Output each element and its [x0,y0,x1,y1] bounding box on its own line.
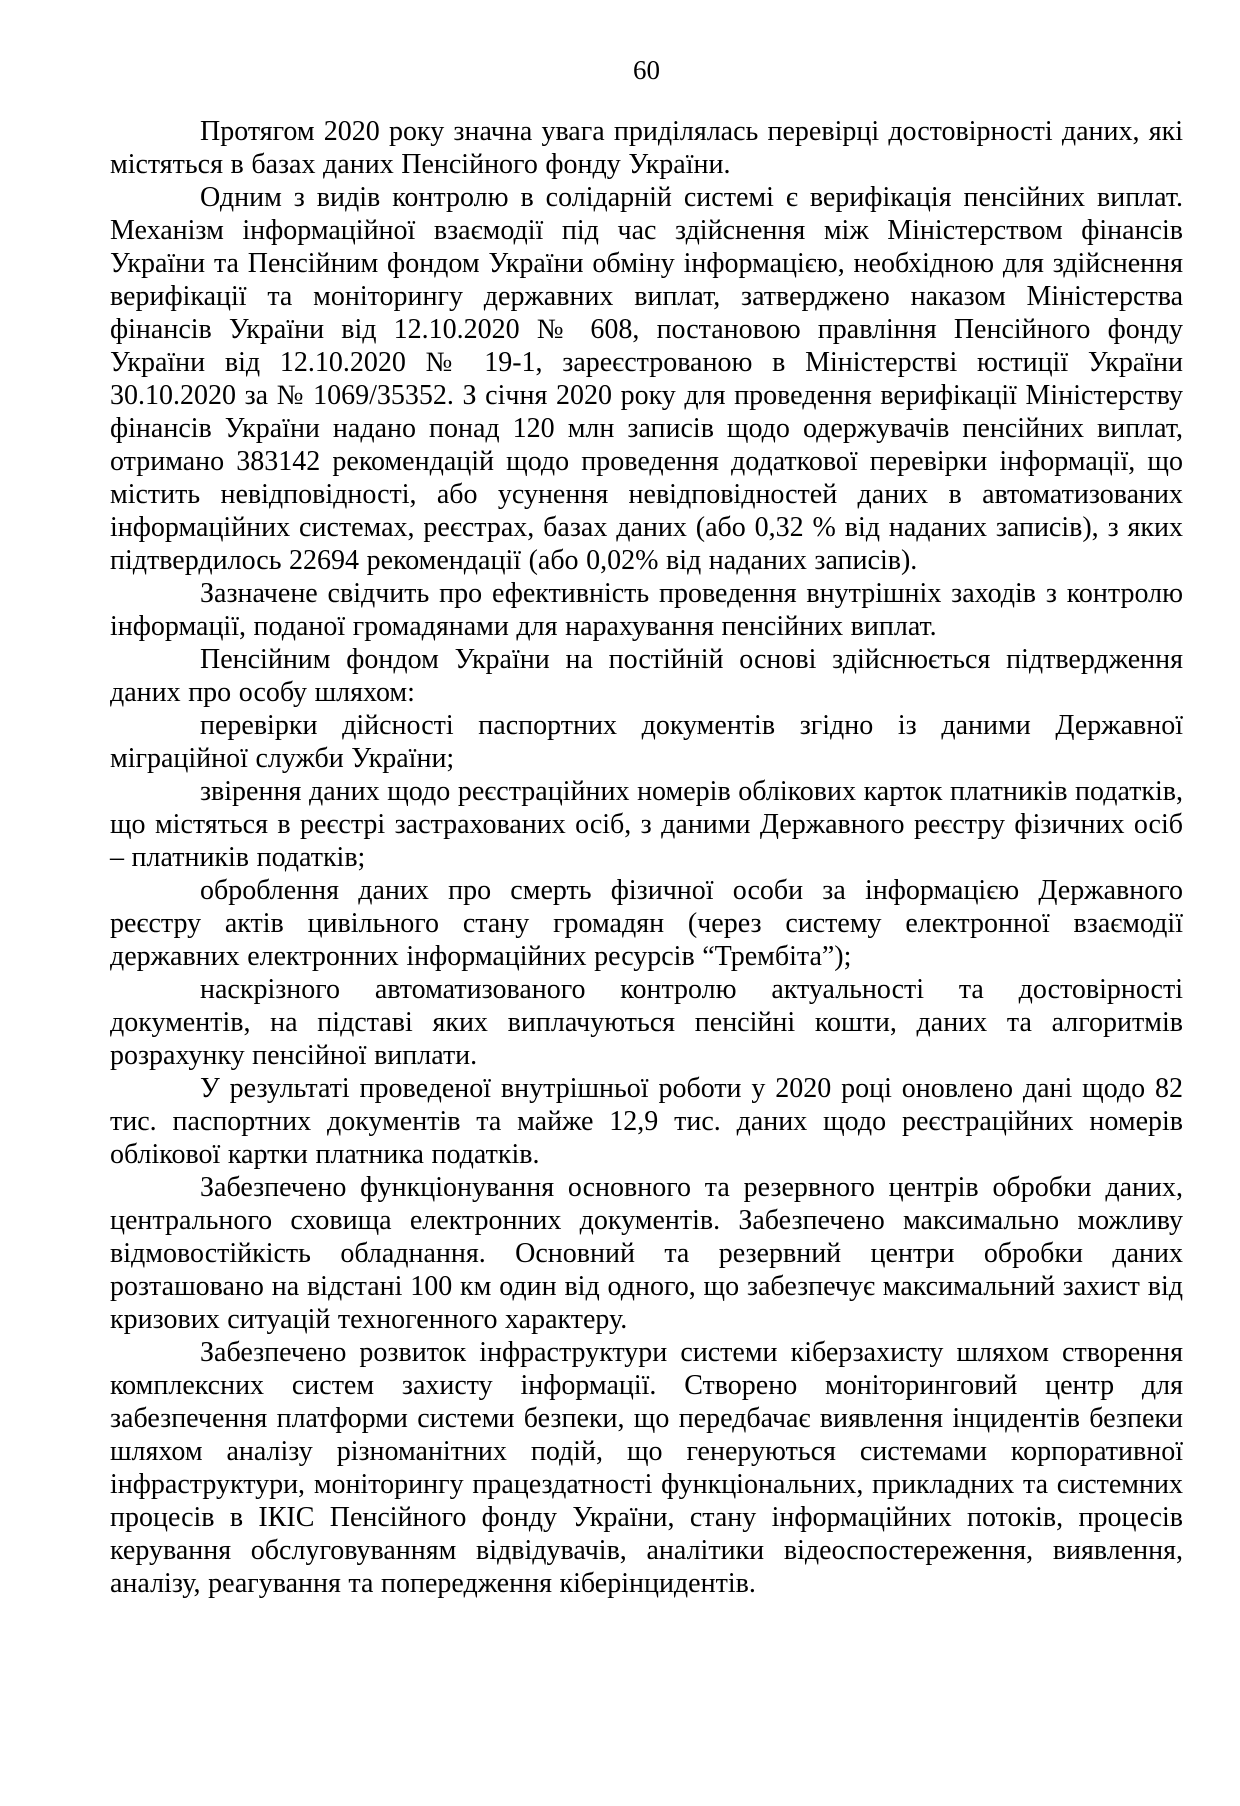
paragraph: оброблення даних про смерть фізичної особи за інформацією Державного реєстру актів цивільного стану громадян (через систему електронної взаємодії державних електронних інформаційних ресурсів “Трембіта”); [110,875,1183,972]
paragraph: наскрізного автоматизованого контролю актуальності та достовірності документів, на підставі яких виплачуються пенсійні кошти, даних та алгоритмів розрахунку пенсійної виплати. [110,974,1183,1071]
paragraph: У результаті проведеної внутрішньої роботи у 2020 році оновлено дані щодо 82 тис. паспортних документів та майже 12,9 тис. даних щодо реєстраційних номерів облікової картки платника податків. [110,1073,1183,1170]
document-body [110,115,1183,1600]
paragraph: Пенсійним фондом України на постійній основі здійснюється підтвердження даних про особу шляхом: [110,644,1183,708]
page-number: 60 [633,55,660,85]
paragraph: Забезпечено розвиток інфраструктури системи кіберзахисту шляхом створення комплексних систем захисту інформації. Створено моніторинговий центр для забезпечення платформи системи безпеки, що передбачає виявлення інцидентів безпеки шляхом аналізу різноманітних подій, що генеруються системами корпоративної інфраструктури, моніторингу працездатності функціональних, прикладних та системних процесів в ІКІС Пенсійного фонду України, стану інформаційних потоків, процесів керування обслуговуванням відвідувачів, аналітики відеоспостереження, виявлення, аналізу, реагування та попередження кіберінцидентів. [110,1337,1183,1599]
paragraph: перевірки дійсності паспортних документів згідно із даними Державної міграційної служби України; [110,710,1183,774]
paragraph: звірення даних щодо реєстраційних номерів облікових карток платників податків, що містяться в реєстрі застрахованих осіб, з даними Державного реєстру фізичних осіб – платників податків; [110,776,1183,873]
paragraph: Зазначене свідчить про ефективність проведення внутрішніх заходів з контролю інформації, поданої громадянами для нарахування пенсійних виплат. [110,578,1183,642]
paragraph: Протягом 2020 року значна увага приділялась перевірці достовірності даних, які містяться в базах даних Пенсійного фонду України. [110,116,1183,180]
paragraph: Забезпечено функціонування основного та резервного центрів обробки даних, центрального сховища електронних документів. Забезпечено максимально можливу відмовостійкість обладнання. Основний та резервний центри обробки даних розташовано на відстані 100 км один від одного, що забезпечує максимальний захист від кризових ситуацій техногенного характеру. [110,1172,1183,1335]
paragraph: Одним з видів контролю в солідарній системі є верифікація пенсійних виплат. Механізм інформаційної взаємодії під час здійснення між Міністерством фінансів України та Пенсійним фондом України обміну інформацією, необхідною для здійснення верифікації та моніторингу державних виплат, затверджено наказом Міністерства фінансів України від 12.10.2020 № 608, постановою правління Пенсійного фонду України від 12.10.2020 № 19-1, зареєстрованою в Міністерстві юстиції України 30.10.2020 за № 1069/35352. З січня 2020 року для проведення верифікації Міністерству фінансів України надано понад 120 млн записів щодо одержувачів пенсійних виплат, отримано 383142 рекомендацій щодо проведення додаткової перевірки інформації, що містить невідповідності, або усунення невідповідностей даних в автоматизованих інформаційних системах, реєстрах, базах даних (або 0,32 % від наданих записів), з яких підтвердилось 22694 рекомендації (або 0,02% від наданих записів). [110,182,1183,576]
